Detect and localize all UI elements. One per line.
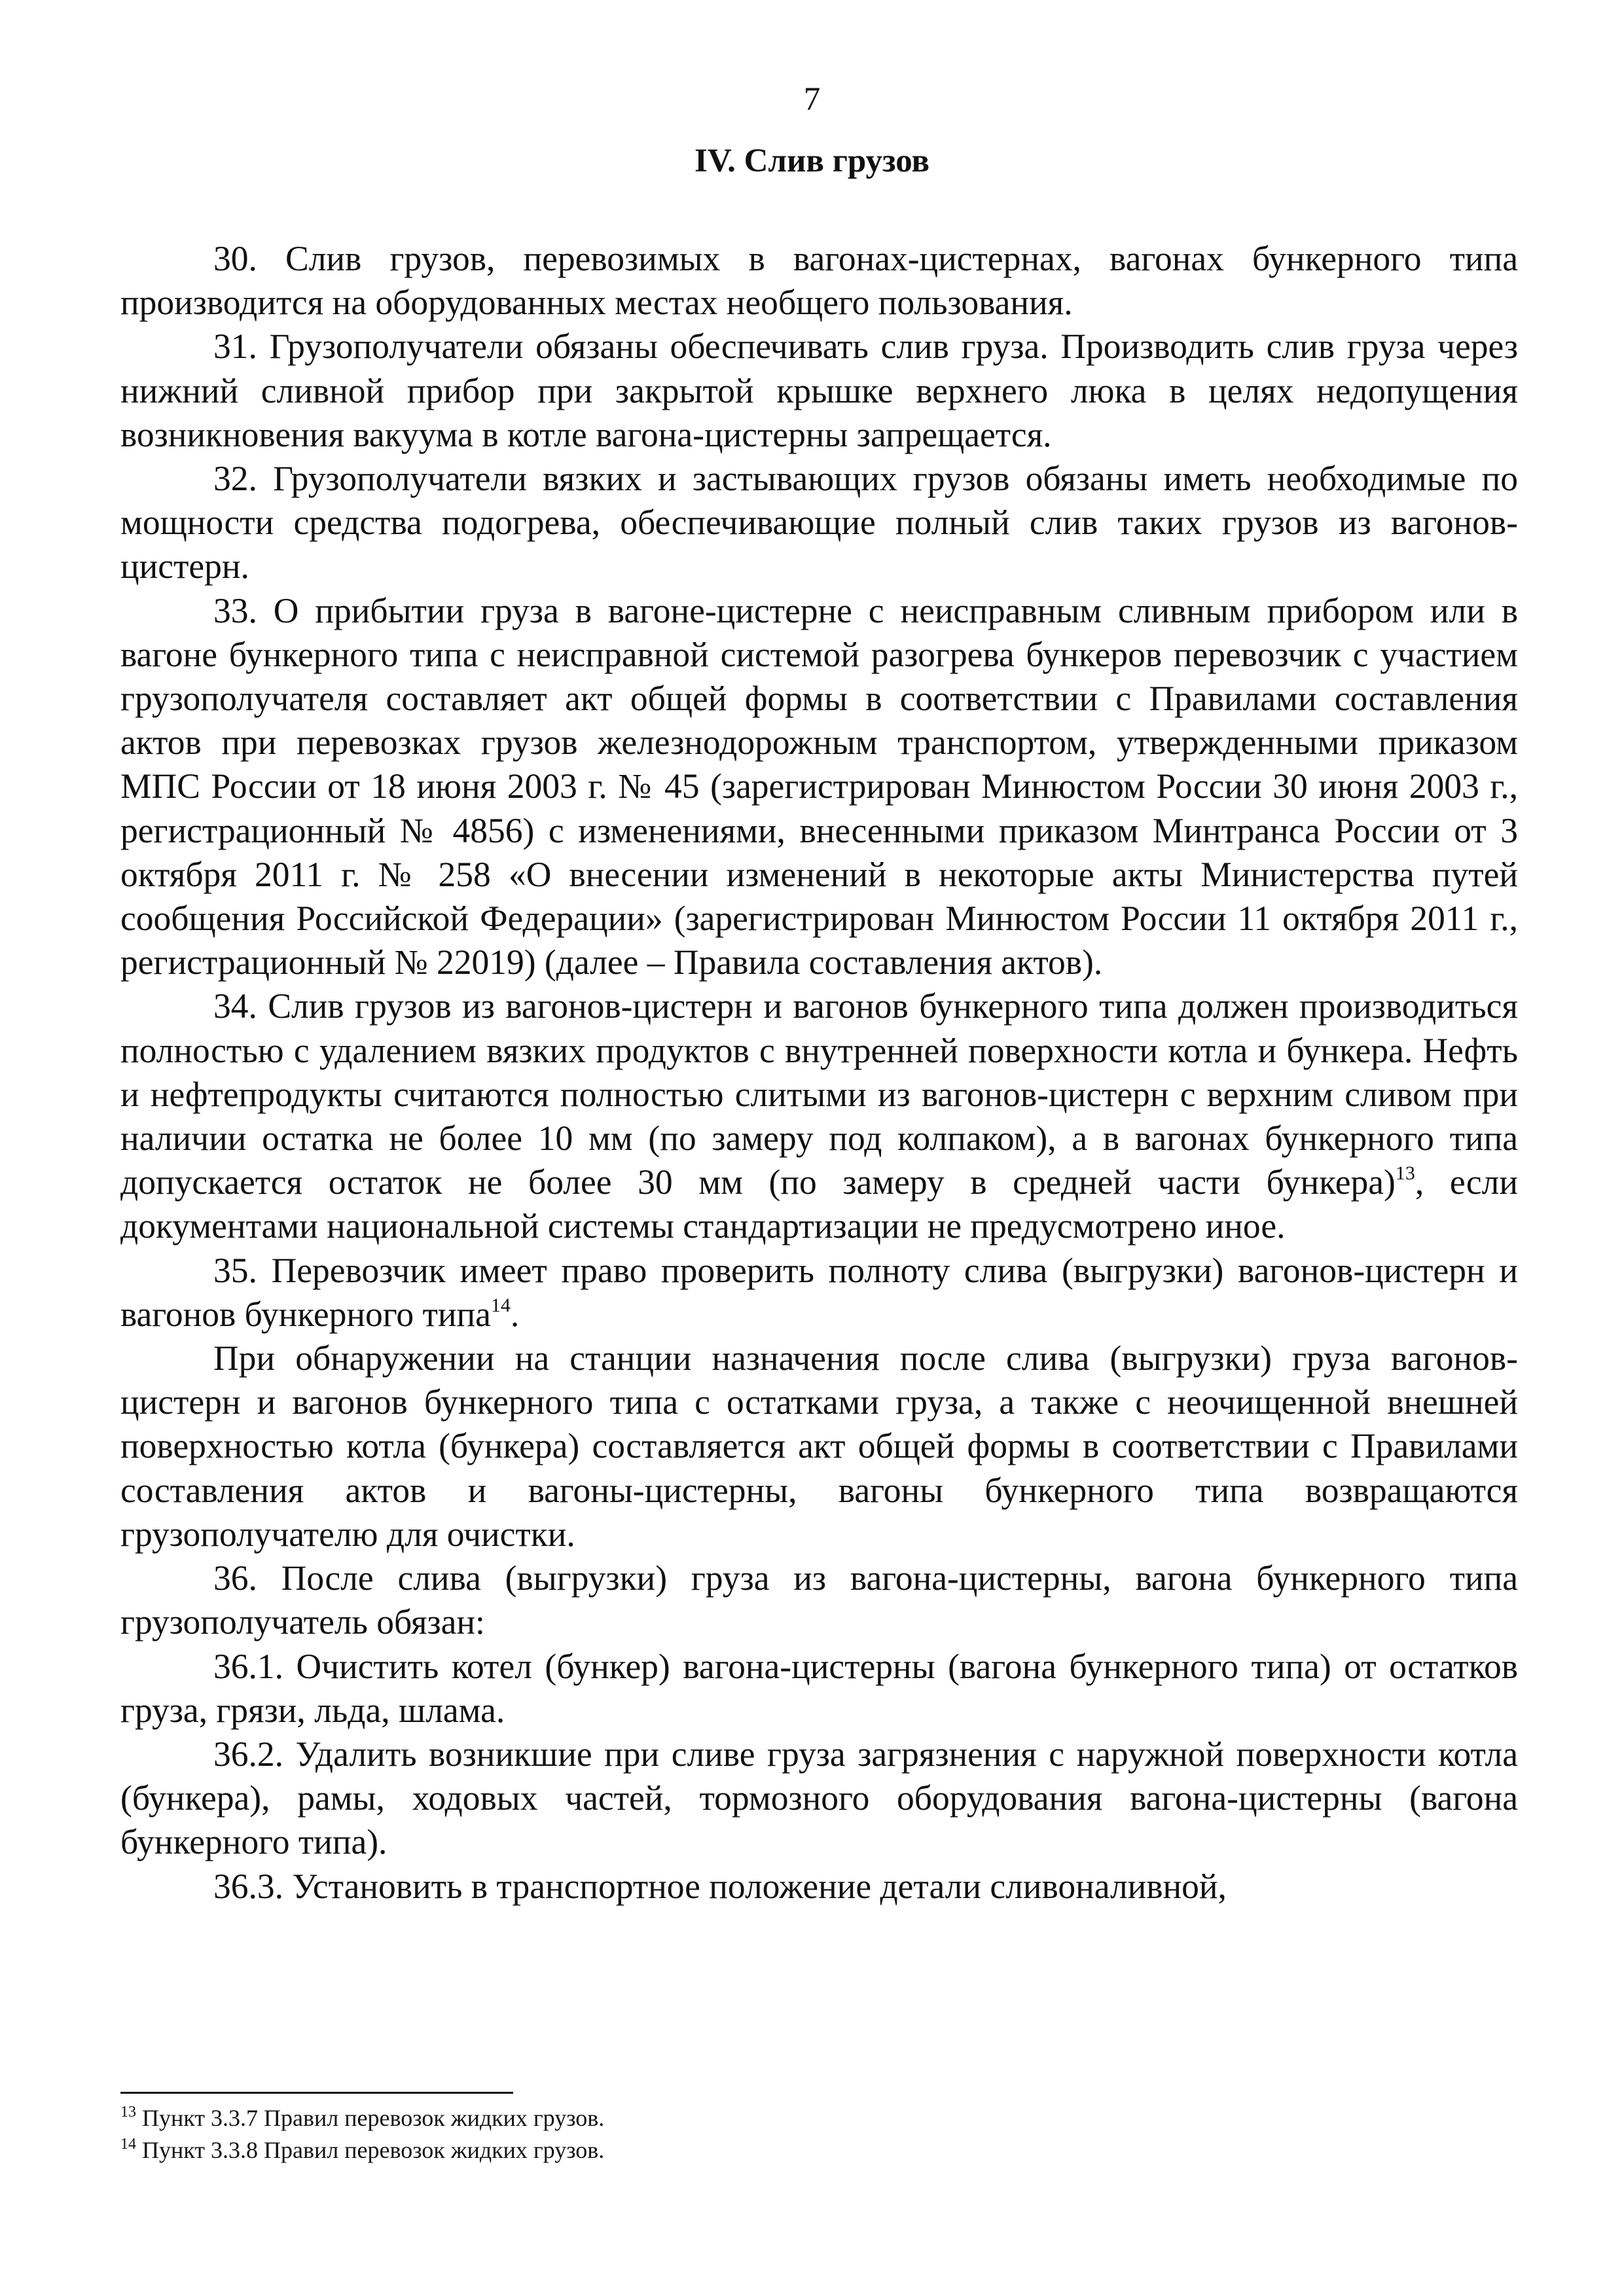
paragraph-34 — [120, 984, 1518, 1248]
paragraph-36-3: 36.3. Установить в транспортное положение детали сливоналивной, — [213, 1866, 1227, 1906]
footnote-mark-14: 14 — [120, 2136, 136, 2153]
paragraph-32: 32. Грузополучатели вязких и застывающих грузов обязаны иметь необходимые по мощности средства подогрева, обеспечивающие полный слив таких грузов из вагонов-цистерн. — [120, 459, 1518, 586]
footnote-ref-13: 13 — [1395, 1162, 1415, 1185]
document-body — [120, 237, 1518, 1909]
paragraph-35-continued: При обнаружении на станции назначения после слива (выгрузки) груза вагонов-цистерн и вагонов бункерного типа с остатками груза, а также с неочищенной внешней поверхностью котла (бункера) составляется акт общей формы в соответствии с Правилами составления актов и вагоны-цистерны, вагоны бункерного типа возвращаются грузополучателю для очистки. — [120, 1338, 1518, 1554]
paragraph-36-2: 36.2. Удалить возникшие при сливе груза загрязнения с наружной поверхности котла (бункера), рамы, ходовых частей, тормозного оборудования вагона-цистерны (вагона бункерного типа). — [120, 1734, 1518, 1862]
page-number: 7 — [803, 81, 821, 118]
paragraph-34-tail: , если документами национальной системы стандартизации не предусмотрено иное. — [120, 1162, 1519, 1246]
paragraph-33: 33. О прибытии груза в вагоне-цистерне с неисправным сливным прибором или в вагоне бункерного типа с неисправной системой разогрева бункеров перевозчик с участием грузополучателя составляет акт общей формы в соответствии с Правилами составления актов при перевозках грузов железнодорожным транспортом, утвержденными приказом МПС России от 18 июня 2003 г. № 45 (зарегистрирован Минюстом России 30 июня 2003 г., регистрационный № 4856) с изменениями, внесенными приказом Минтранса России от 3 октября 2011 г. № 258 «О внесении изменений в некоторые акты Министерства путей сообщения Российской Федерации» (зарегистрирован Минюстом России 11 октября 2011 г., регистрационный № 22019) (далее – Правила составления актов). — [120, 590, 1518, 982]
paragraph-30: 30. Слив грузов, перевозимых в вагонах-цистернах, вагонах бункерного типа производится на оборудованных местах необщего пользования. — [120, 239, 1518, 323]
footnotes — [120, 2102, 1518, 2166]
paragraph-36-1: 36.1. Очистить котел (бункер) вагона-цистерны (вагона бункерного типа) от остатков груза, грязи, льда, шлама. — [120, 1646, 1518, 1730]
paragraph-31: 31. Грузополучатели обязаны обеспечивать слив груза. Производить слив груза через нижний сливной прибор при закрытой крышке верхнего люка в целях недопущения возникновения вакуума в котле вагона-цистерны запрещается. — [120, 327, 1518, 454]
paragraph-35-tail: . — [510, 1294, 520, 1334]
paragraph-36: 36. После слива (выгрузки) груза из вагона-цистерны, вагона бункерного типа грузополучатель обязан: — [120, 1558, 1518, 1642]
footnote-text-14: Пункт 3.3.8 Правил перевозок жидких грузов. — [136, 2137, 605, 2163]
footnote-ref-14: 14 — [490, 1294, 511, 1316]
footnote-14 — [120, 2134, 1518, 2166]
footnote-mark-13: 13 — [120, 2104, 136, 2121]
section-title: IV. Слив грузов — [694, 143, 930, 179]
paragraph-34-text: 34. Слив грузов из вагонов-цистерн и вагонов бункерного типа должен производиться полностью с удалением вязких продуктов с внутренней поверхности котла и бункера. Нефть и нефтепродукты считаются полностью слитыми из вагонов-цистерн с верхним сливом при наличии остатка не более 10 мм (по замеру под колпаком), а в вагонах бункерного типа допускается остаток не более 30 мм (по замеру в средней части бункера) — [120, 986, 1518, 1202]
footnote-separator — [120, 2092, 513, 2094]
paragraph-35-text: 35. Перевозчик имеет право проверить полноту слива (выгрузки) вагонов-цистерн и вагонов бункерного типа — [120, 1250, 1518, 1334]
footnote-13 — [120, 2102, 1518, 2134]
paragraph-35 — [120, 1249, 1518, 1336]
footnote-text-13: Пункт 3.3.7 Правил перевозок жидких грузов. — [136, 2105, 605, 2131]
